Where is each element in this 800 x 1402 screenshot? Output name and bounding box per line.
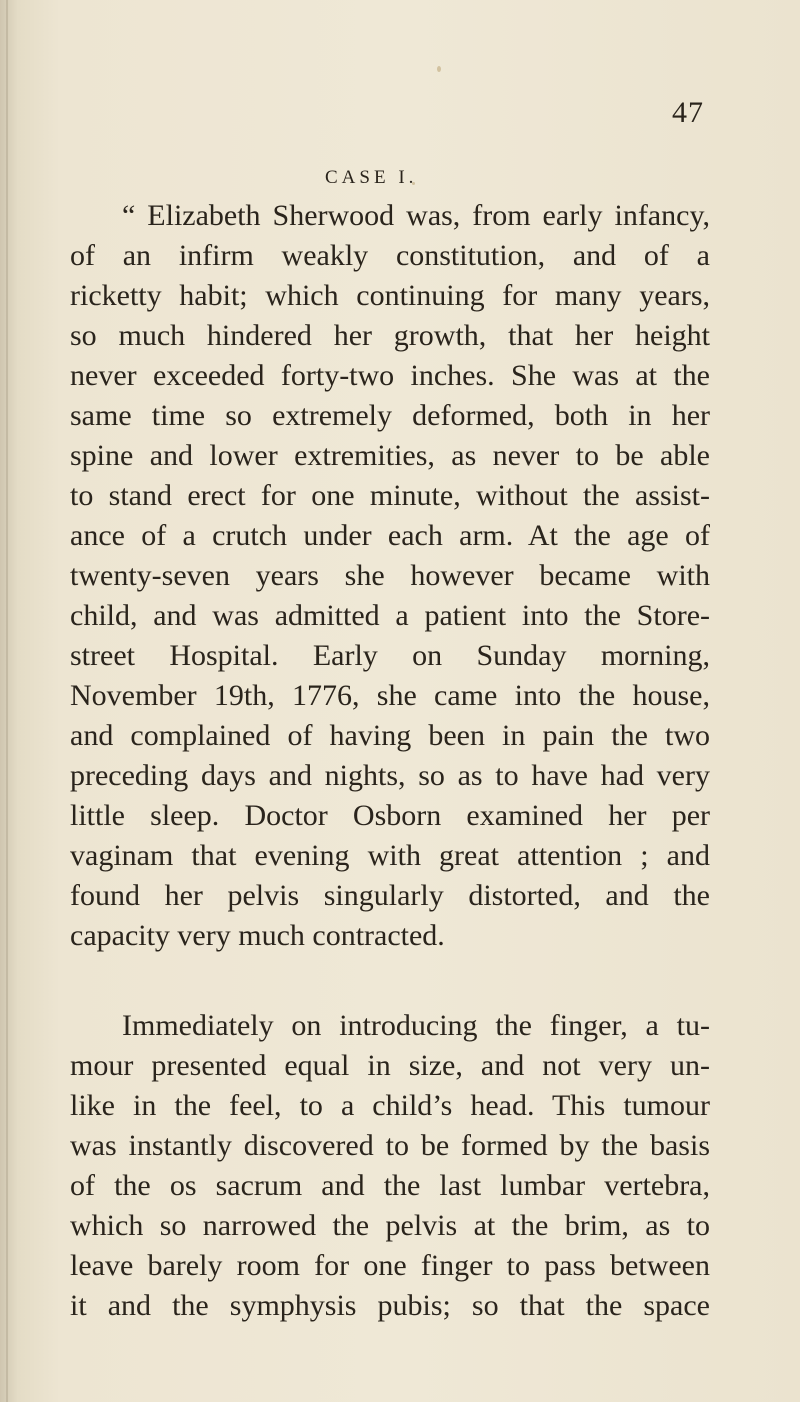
text-line: little sleep. Doctor Osborn examined her per [70, 799, 710, 832]
page-number: 47 [672, 96, 704, 129]
paper-speck [437, 66, 441, 72]
text-line: same time so extremely deformed, both in her [70, 399, 710, 432]
text-line: mour presented equal in size, and not very un- [70, 1049, 710, 1082]
text-line: leave barely room for one finger to pass between [70, 1249, 710, 1282]
text-line: to stand erect for one minute, without the assist- [70, 479, 710, 512]
text-line: street Hospital. Early on Sunday morning, [70, 639, 710, 672]
text-line: and complained of having been in pain the two [70, 719, 710, 752]
text-line: capacity very much contracted. [70, 919, 445, 952]
text-line: so much hindered her growth, that her height [70, 319, 710, 352]
text-line: of an infirm weakly constitution, and of a [70, 239, 710, 272]
text-line: twenty-seven years she however became with [70, 559, 710, 592]
text-line: preceding days and nights, so as to have had very [70, 759, 710, 792]
text-line: which so narrowed the pelvis at the brim, as to [70, 1209, 710, 1242]
text-line: was instantly discovered to be formed by the basis [70, 1129, 710, 1162]
binding-gutter [6, 0, 8, 1402]
text-line: ance of a crutch under each arm. At the age of [70, 519, 710, 552]
text-line: never exceeded forty-two inches. She was at the [70, 359, 710, 392]
text-line: found her pelvis singularly distorted, and the [70, 879, 710, 912]
text-line: ricketty habit; which continuing for many years, [70, 279, 710, 312]
text-line: Immediately on introducing the finger, a tu- [122, 1009, 710, 1042]
text-line: vaginam that evening with great attention ; and [70, 839, 710, 872]
text-line: of the os sacrum and the last lumbar vertebra, [70, 1169, 710, 1202]
text-line: it and the symphysis pubis; so that the space [70, 1289, 710, 1322]
text-line: “ Elizabeth Sherwood was, from early infancy, [122, 199, 710, 232]
text-line: child, and was admitted a patient into the Store- [70, 599, 710, 632]
text-line: like in the feel, to a child’s head. This tumour [70, 1089, 710, 1122]
text-line: November 19th, 1776, she came into the house, [70, 679, 710, 712]
case-heading: CASE I. [325, 167, 418, 188]
text-line: spine and lower extremities, as never to be able [70, 439, 710, 472]
